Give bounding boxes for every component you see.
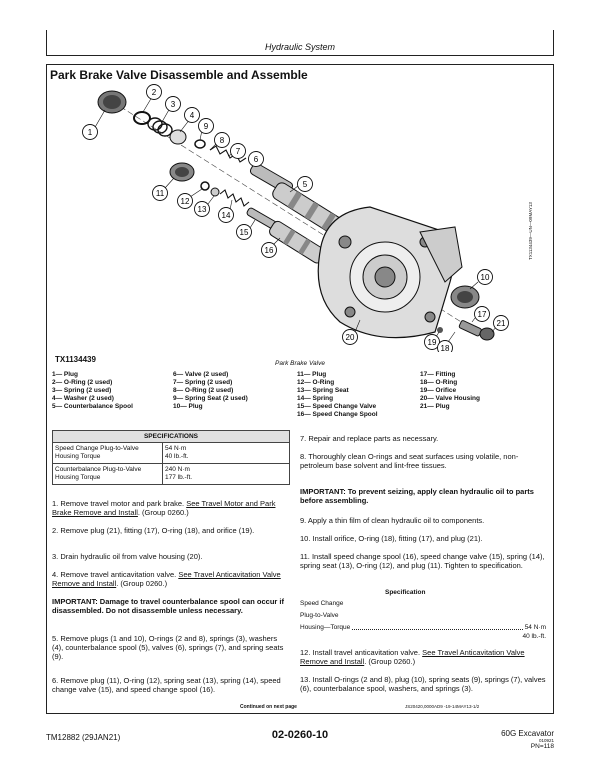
figure-id: TX1134439 <box>55 355 96 364</box>
spec-value-imperial: 177 lb.-ft. <box>165 474 193 481</box>
legend-item: 14— Spring <box>297 395 334 402</box>
legend-item: 4— Washer (2 used) <box>52 395 114 402</box>
exploded-view-diagram <box>50 82 550 352</box>
callout-7 <box>228 144 246 159</box>
spec-line-1: Speed Change <box>300 600 344 607</box>
legend-item: 2— O-Ring (2 used) <box>52 379 113 386</box>
callout-6 <box>249 152 264 167</box>
footer-small-code: 010921 <box>538 738 554 743</box>
svg-text:5: 5 <box>302 180 308 189</box>
legend-column-1 <box>52 371 133 411</box>
spec-values <box>163 443 190 463</box>
svg-text:13: 13 <box>197 205 207 214</box>
step-6: 6. Remove plug (11), O-ring (12), spring seat (13), spring (14), speed change valve (15), and speed change spool (16). <box>52 676 281 694</box>
footer-page-number: 02-0260-10 <box>271 729 329 741</box>
step-3: 3. Drain hydraulic oil from valve housing (20). <box>52 552 203 561</box>
footer-model-name: 60G Excavator <box>501 729 554 738</box>
svg-text:19: 19 <box>427 338 437 347</box>
figure-caption: Park Brake Valve <box>275 360 325 367</box>
callout-3 <box>162 97 181 123</box>
link-travel-motor[interactable]: See Travel Motor and Park Brake Remove and Install <box>52 499 276 517</box>
figure-side-id: TX1134439—UN—09MAY13 <box>528 202 533 260</box>
spec-item: Counterbalance Plug-to-Valve Housing Torque <box>53 464 163 484</box>
step-11: 11. Install speed change spool (16), speed change valve (15), spring (14), spring seat (13), O-ring (12), and plug (11). Tighten to specification. <box>300 552 545 570</box>
footer-pn: PN=118 <box>530 743 554 750</box>
svg-text:17: 17 <box>477 310 487 319</box>
svg-text:11: 11 <box>155 189 165 198</box>
callout-13 <box>195 196 215 217</box>
spec-line-3: Housing—Torque 54 N·m <box>300 624 546 631</box>
legend-item: 18— O-Ring <box>420 379 458 386</box>
svg-text:6: 6 <box>253 155 259 164</box>
svg-text:10: 10 <box>480 273 490 282</box>
callout-14 <box>219 200 234 223</box>
spec-heading: Specification <box>385 589 426 596</box>
callout-9 <box>199 119 214 141</box>
spec-value-metric: 54 N·m <box>524 624 546 631</box>
specifications-table <box>52 430 290 485</box>
legend-item: 16— Speed Change Spool <box>297 411 378 418</box>
step-9: 9. Apply a thin film of clean hydraulic oil to components. <box>300 516 485 525</box>
svg-text:21: 21 <box>496 319 506 328</box>
svg-text:18: 18 <box>440 344 450 352</box>
plug-1-part <box>98 91 126 113</box>
svg-text:7: 7 <box>235 147 241 156</box>
legend-item: 3— Spring (2 used) <box>52 387 112 394</box>
svg-text:4: 4 <box>189 111 195 120</box>
legend-item: 17— Fitting <box>420 371 456 378</box>
spec-value-metric: 54 N·m <box>165 445 187 452</box>
step-2: 2. Remove plug (21), fitting (17), O-ring (18), and orifice (19). <box>52 526 255 535</box>
callout-21 <box>492 316 509 333</box>
legend-item: 6— Valve (2 used) <box>173 371 229 378</box>
link-anticavitation-valve[interactable]: See Travel Anticavitation Valve Remove and Install <box>52 570 281 588</box>
callout-15 <box>237 220 256 240</box>
legend-item: 11— Plug <box>297 371 327 378</box>
spec-value-imperial: 40 lb.-ft. <box>522 633 546 640</box>
header-bottom-rule <box>46 55 554 56</box>
svg-text:8: 8 <box>219 136 225 145</box>
callout-18 <box>438 332 456 352</box>
spec-row <box>53 464 289 484</box>
callout-17 <box>472 307 490 323</box>
spec-value-imperial: 40 lb.-ft. <box>165 453 189 460</box>
valve-housing-part <box>318 207 462 338</box>
legend-item: 1— Plug <box>52 371 79 378</box>
spec-item: Speed Change Plug-to-Valve Housing Torque <box>53 443 163 463</box>
legend-item: 5— Counterbalance Spool <box>52 403 133 410</box>
legend-item: 19— Orifice <box>420 387 457 394</box>
svg-text:9: 9 <box>203 122 209 131</box>
callout-10 <box>470 270 493 290</box>
important-note-2: IMPORTANT: To prevent seizing, apply clean hydraulic oil to parts before assembling. <box>300 487 534 505</box>
spec-line-2: Plug-to-Valve <box>300 612 339 619</box>
specifications-heading: SPECIFICATIONS <box>53 431 289 443</box>
step-5: 5. Remove plugs (1 and 10), O-rings (2 and 8), springs (3), washers (4), counterbalance spool (5), valves (6), springs (7), and spring seats (9). <box>52 634 284 661</box>
legend-item: 7— Spring (2 used) <box>173 379 233 386</box>
svg-text:3: 3 <box>170 100 176 109</box>
callout-1 <box>83 110 106 140</box>
doc-reference: JS20420,0000AD9 -19-14MAY13-1/2 <box>405 704 480 709</box>
spec-row <box>53 443 289 464</box>
step-7: 7. Repair and replace parts as necessary. <box>300 434 439 443</box>
svg-text:2: 2 <box>151 88 157 97</box>
svg-text:1: 1 <box>87 128 93 137</box>
svg-text:12: 12 <box>180 197 190 206</box>
step-10: 10. Install orifice, O-ring (18), fitting (17), and plug (21). <box>300 534 483 543</box>
svg-text:16: 16 <box>264 246 274 255</box>
footer-manual-id: TM12882 (29JAN21) <box>46 733 121 742</box>
legend-column-4 <box>420 371 480 411</box>
callout-5 <box>290 177 313 193</box>
step-12: 12. Install travel anticavitation valve. See Travel Anticavitation Valve Remove and Install. (Group 0260.) <box>300 648 525 666</box>
header-title: Hydraulic System <box>264 42 336 52</box>
step-4: 4. Remove travel anticavitation valve. See Travel Anticavitation Valve Remove and Install. (Group 0260.) <box>52 570 281 588</box>
section-title: Park Brake Valve Disassemble and Assemble <box>50 68 308 82</box>
legend-item: 12— O-Ring <box>297 379 335 386</box>
callout-11 <box>153 178 175 201</box>
legend-item: 20— Valve Housing <box>420 395 480 402</box>
spec-value-metric: 240 N·m <box>165 466 190 473</box>
callout-4 <box>180 108 200 133</box>
svg-text:14: 14 <box>221 211 231 220</box>
spec-values <box>163 464 194 484</box>
svg-text:20: 20 <box>345 333 355 342</box>
legend-item: 10— Plug <box>173 403 203 410</box>
legend-item: 15— Speed Change Valve <box>297 403 377 410</box>
step-1: 1. Remove travel motor and park brake. See Travel Motor and Park Brake Remove and Install. (Group 0260.) <box>52 499 276 517</box>
callout-2 <box>143 85 162 113</box>
legend-item: 13— Spring Seat <box>297 387 349 394</box>
important-note-1: IMPORTANT: Damage to travel counterbalance spool can occur if disassembled. Do not disassemble unless necessary. <box>52 597 284 615</box>
legend-column-2 <box>173 371 248 411</box>
svg-text:15: 15 <box>239 228 249 237</box>
step-13: 13. Install O-rings (2 and 8), plug (10), spring seats (9), springs (7), valves (6), counterbalance spool, washers, and springs (3). <box>300 675 546 693</box>
legend-item: 21— Plug <box>420 403 450 410</box>
legend-column-3 <box>297 371 378 419</box>
step-8: 8. Thoroughly clean O-rings and seat surfaces using volatile, non-petroleum base solvent and lint-free tissues. <box>300 452 519 470</box>
continued-note: Continued on next page <box>240 704 297 710</box>
callout-8 <box>210 133 230 151</box>
legend-item: 9— Spring Seat (2 used) <box>173 395 248 402</box>
legend-item: 8— O-Ring (2 used) <box>173 387 234 394</box>
figure-callouts <box>83 85 509 353</box>
link-anticavitation-valve-2[interactable]: See Travel Anticavitation Valve Remove and Install <box>300 648 525 666</box>
footer-model <box>460 729 554 750</box>
callout-16 <box>262 238 281 258</box>
